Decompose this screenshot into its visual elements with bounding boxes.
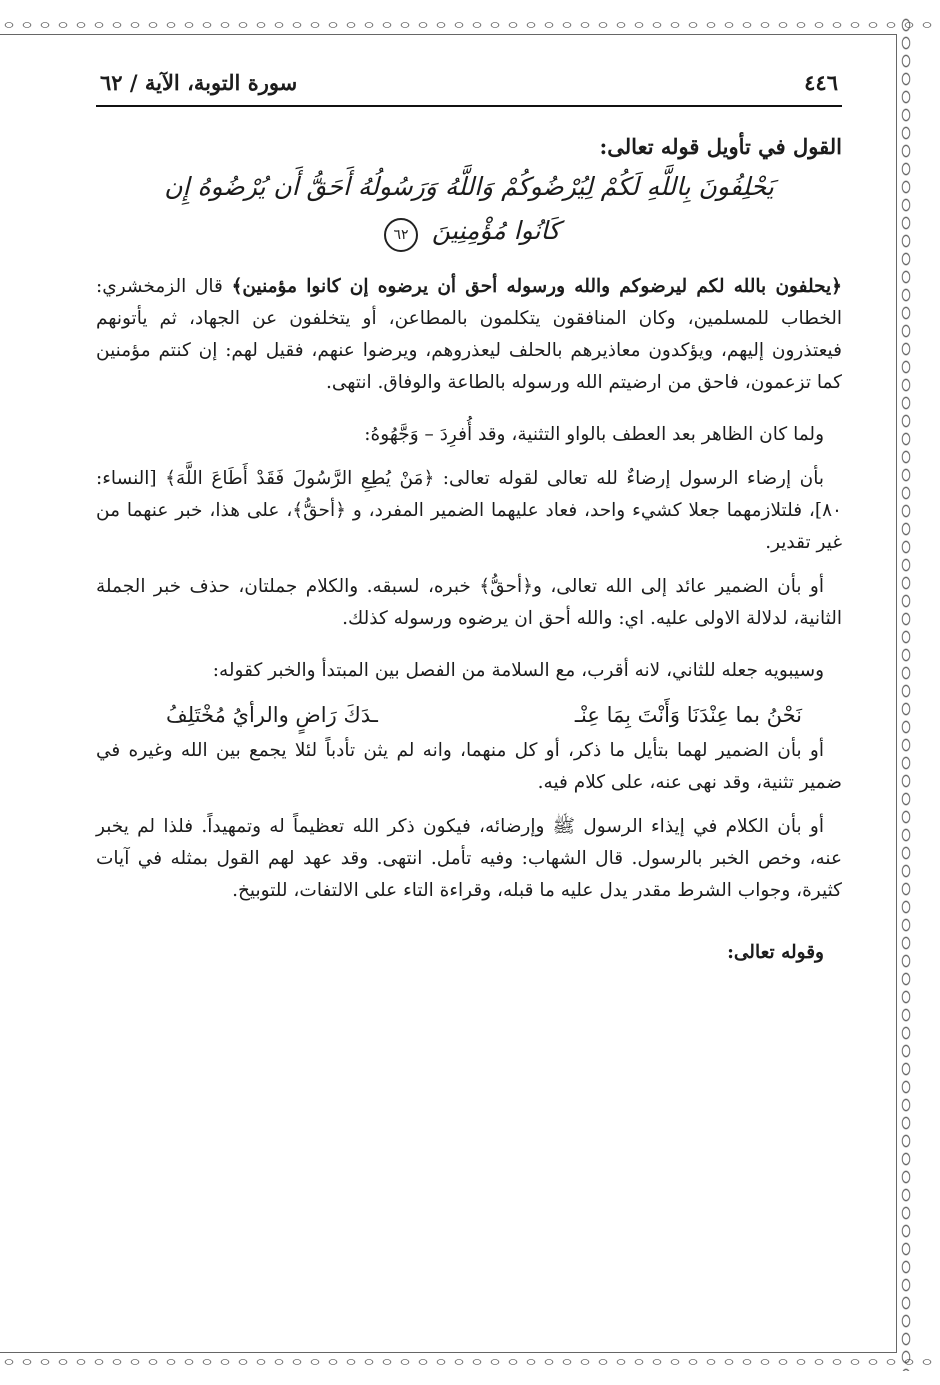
poem-second-hemistich: ـدَكَ رَاضٍ والرأيُ مُخْتَلِفُ	[166, 703, 378, 727]
verse-quote-bold: ﴿يحلفون بالله لكم ليرضوكم والله ورسوله أحق أن يرضوه إن كانوا مؤمنين﴾	[231, 276, 843, 297]
poem-first-hemistich: نَحْنُ بما عِنْدَنَا وَأَنْتَ بِمَا عِنْـ	[574, 703, 802, 727]
poetry-verse	[96, 687, 842, 735]
surah-reference: سورة التوبة، الآية / ٦٢	[100, 70, 298, 95]
page-border-bottom	[0, 1353, 940, 1371]
closing-heading: وقوله تعالى:	[727, 942, 824, 963]
paragraph-6: أو بأن الضمير لهما بتأيل ما ذكر، أو كل منهما، وانه لم يثن تأدباً لئلا يجمع بين الله وغيره في ضمير تثنية، وقد نهى عنه، على كلام فيه.	[96, 740, 842, 793]
verse-line-2-text: كَانُوا مُؤْمِنِينَ	[431, 216, 561, 245]
ayah-number-marker: ٦٢	[384, 218, 418, 252]
verse-line-2	[116, 209, 822, 253]
section-heading: القول في تأويل قوله تعالى:	[599, 134, 842, 159]
page-border-top	[0, 16, 940, 34]
book-page	[96, 70, 842, 969]
paragraph-1-text: قال الزمخشري: الخطاب للمسلمين، وكان المنافقون يتكلمون بالمطاعن، أو يتخلفون عن الجهاد، ثم يأتونهم فيعتذرون إليهم، ويؤكدون معاذيرهم بالحلف ليعذروهم، ويرضوا عنهم، فقيل لهم: إن كنتم مؤمنين كما تزعمون، فاحق من ارضيتم الله ورسوله بالطاعة والوفاق. انتهى.	[96, 276, 842, 393]
paragraph-2: ولما كان الظاهر بعد العطف بالواو التثنية، وقد أُفرِدَ – وَجَّهُوهُ:	[364, 424, 824, 445]
verse-line-1: يَحْلِفُونَ بِاللَّهِ لَكُمْ لِيُرْضُوكُمْ وَاللَّهُ وَرَسُولُهُ أَحَقُّ أَن يُرْضُوهُ إِن	[164, 172, 774, 201]
paragraph-1	[96, 271, 842, 399]
paragraph-3: بأن إرضاء الرسول إرضاءٌ لله تعالى لقوله تعالى: ﴿مَنْ يُطِعِ الرَّسُولَ فَقَدْ أَطَاعَ اللَّهَ﴾ [النساء: ٨٠]، فلتلازمهما جعلا كشيء واحد، فعاد عليهما الضمير المفرد، و ﴿أحقُّ﴾، على هذا، خبر عنهما من غير تقدير.	[96, 468, 842, 553]
paragraph-5: وسيبويه جعله للثاني، لانه أقرب، مع السلامة من الفصل بين المبتدأ والخبر كقوله:	[212, 660, 824, 681]
quran-verse	[96, 163, 842, 259]
page-border-right	[897, 16, 915, 1371]
border-rule-right	[896, 34, 897, 1352]
page-body	[96, 131, 842, 969]
border-rule-top	[0, 34, 897, 35]
paragraph-7: أو بأن الكلام في إيذاء الرسول ﷺ وإرضائه، فيكون ذكر الله تعظيماً له وتمهيداً. فلذا لم يخبر عنه، وخص الخبر بالرسول. قال الشهاب: وفيه تأمل. انتهى. وقد عهد لهم القول بمثله في آيات كثيرة، وجواب الشرط مقدر يدل عليه ما قبله، وقراءة التاء على الالتفات، للتوبيخ.	[96, 816, 842, 901]
running-header	[96, 70, 842, 107]
paragraph-4: أو بأن الضمير عائد إلى الله تعالى، و﴿أحقُّ﴾ خبره، لسبقه. والكلام جملتان، حذف خبر الجملة الثانية، لدلالة الاولى عليه. اي: والله أحق ان يرضوه ورسوله كذلك.	[96, 576, 842, 629]
page-number: ٤٤٦	[804, 70, 838, 95]
